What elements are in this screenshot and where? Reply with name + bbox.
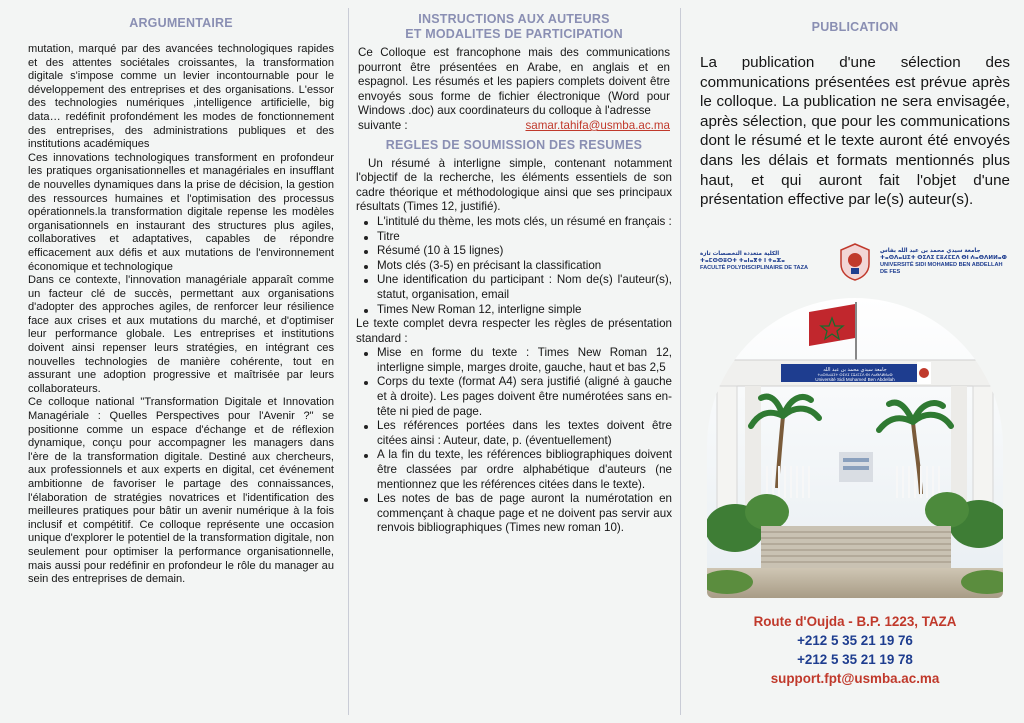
faculty-name-arabic: الكلية متعددة التخصصات تازة xyxy=(700,251,780,258)
resume-paragraph: Un résumé à interligne simple, contenant notamment l'objectif de la recherche, les éléments essentiels de son cadre théorique et méthodologique ainsi que ses principaux résultats (Times 12, justifié). xyxy=(356,156,672,214)
publication-text: La publication d'une sélection des communications présentées est prévue après le colloque. La publication ne sera envisagée, après sélection, que pour les communications dont le résumé et le texte auront été envoyés dans les délais et formats mentionnés plus haut, et qui auront fait l'objet d'une présentation effective par le(s) auteur(s). xyxy=(700,54,1010,209)
publication-heading: PUBLICATION xyxy=(811,20,899,34)
email-line xyxy=(356,119,672,134)
contact-address: Route d'Oujda - B.P. 1223, TAZA xyxy=(753,613,957,629)
faculty-name-french: FACULTÉ POLYDISCIPLINAIRE DE TAZA xyxy=(700,265,809,272)
university-entrance-illustration xyxy=(707,298,1003,598)
contact-phone: +212 5 35 21 19 76 xyxy=(797,632,913,648)
resume-list xyxy=(360,215,672,317)
list-item: Résumé (10 à 15 lignes) xyxy=(360,244,672,259)
argumentaire-paragraph: Ces innovations technologiques transforment en profondeur les pratiques organisationnelles et managériales en insufflant de nouvelles dynamiques dans la prise de décision, la gestion des ressources humaines et l'optimisation des processus opérationnels.la transformation digitale repense les modèles organisationnels en instaurant des structures plus agiles, collaboratives et adaptatives, capables de répondre efficacement aux défis et aux mutations de l'environnement économique et technologique xyxy=(28,151,334,273)
institution-logos xyxy=(700,240,1010,284)
list-item: Times New Roman 12, interligne simple xyxy=(360,303,672,318)
texte-paragraph: Le texte complet devra respecter les règles de présentation standard : xyxy=(356,317,672,345)
argumentaire-text xyxy=(28,43,334,587)
argumentaire-paragraph: Dans ce contexte, l'innovation managériale apparaît comme un facteur clé de succès, permettant aux organisations d'adopter des approches agiles, de renforcer leur résilience face aux crises et aux mutations du marché, et d'optimiser leur performance globale. Les entreprises et institutions doivent ainsi repenser leurs stratégies, en intégrant ces nouvelles technologies de manière cohérente, tout en assurant une adoption progressive et maîtrisée par leurs collaborateurs. xyxy=(28,274,334,395)
texte-list xyxy=(360,346,672,536)
instructions-heading-line1: INSTRUCTIONS AUX AUTEURS xyxy=(418,12,610,26)
argumentaire-paragraph: mutation, marqué par des avancées technologiques rapides et des attentes sociétales croissantes, la transformation digitale s'impose comme un levier incontournable pour le développement des entreprises et des organisations. L'essor des technologies numériques ,intelligence artificielle, big data… redéfinit profondément les modes de fonctionnement des entreprises, des administrations publiques et des institutions académiques xyxy=(28,43,334,151)
contact-block xyxy=(700,612,1010,688)
instructions-heading xyxy=(356,12,672,42)
faculty-logo-text xyxy=(700,251,830,272)
contact-email-link[interactable]: support.fpt@usmba.ac.ma xyxy=(770,670,940,686)
contact-phone: +212 5 35 21 19 78 xyxy=(797,651,913,667)
sign-text-tifinagh: ⵜⴰⵙⴷⴰⵡⵉⵜ ⵙⵉⴷⵉ ⵎⵓⵃⵎⵎⴷ ⴱⵏ ⵄⴰⴱⴷⵍⵍⴰⵀ xyxy=(817,372,893,377)
sign-text-arabic: جامعة سيدي محمد بن عبد الله xyxy=(823,366,887,373)
list-item: Les notes de bas de page auront la numérotation en commençant à chaque page et ne doivent pas servir aux renvois bibliographiques (Times new roman 10). xyxy=(360,492,672,536)
university-name-french: UNIVERSITÉ SIDI MOHAMED BEN ABDELLAH DE FES xyxy=(880,261,1003,275)
coordinator-email-link[interactable]: samar.tahifa@usmba.ac.ma xyxy=(525,118,670,132)
instructions-heading-line2: ET MODALITES DE PARTICIPATION xyxy=(405,27,623,41)
sign-text-french: Université Sidi Mohamed Ben Abdellah xyxy=(815,376,895,382)
publication-column xyxy=(680,0,1024,723)
list-item: Corps du texte (format A4) sera justifié (aligné à gauche et à droite). Les pages doivent être numérotées sans en-tête ni pied de page. xyxy=(360,375,672,419)
argumentaire-column xyxy=(0,0,348,723)
university-name-arabic: جامعة سيدي محمد بن عبد الله بفاس xyxy=(880,247,981,254)
instructions-column xyxy=(348,0,680,723)
university-emblem-icon xyxy=(838,242,872,282)
university-entrance-photo xyxy=(707,298,1003,598)
instructions-intro: Ce Colloque est francophone mais des communications pourront être présentées en Arabe, en anglais et en espagnol. Les résumés et les papiers complets doivent être envoyés sous forme de fichier électronique (Word pour Windows .doc) aux coordinateurs du colloque à l'adresse xyxy=(358,46,670,118)
list-item: A la fin du texte, les références bibliographiques doivent être classées par ordre alphabétique d'auteurs (ne mentionnez que les références citées dans le texte). xyxy=(360,448,672,492)
instructions-text xyxy=(356,46,672,536)
list-item: Mots clés (3-5) en précisant la classification xyxy=(360,259,672,274)
list-item: Une identification du participant : Nom de(s) l'auteur(s), statut, organisation, email xyxy=(360,273,672,302)
list-item: Les références portées dans les textes doivent être citées ainsi : Auteur, date, p. (éventuellement) xyxy=(360,419,672,448)
faculty-name-tifinagh: ⵜⴰⵎⵙⵙⵓⵔⵜ ⵜⴰⵏⴰⴳⵜ ⵏ ⵜⴰⵣⴰ xyxy=(700,258,785,265)
university-name-tifinagh: ⵜⴰⵙⴷⴰⵡⵉⵜ ⵙⵉⴷⵉ ⵎⵓⵃⵎⵎⴷ ⴱⵏ ⵄⴰⴱⴷⵍⵍⴰⵀ xyxy=(880,254,1007,261)
argumentaire-heading: ARGUMENTAIRE xyxy=(129,16,233,30)
list-item: Titre xyxy=(360,230,672,245)
list-item: Mise en forme du texte : Times New Roman 12, interligne simple, marges droite, gauche, haut et bas 2,5 xyxy=(360,346,672,375)
argumentaire-paragraph: Ce colloque national "Transformation Digitale et Innovation Managériale : Quelles Perspectives pour l'Avenir ?" se positionne comme un espace d'échange et de réflexion dynamique, conçu pour accompagner les managers dans l'ère de la transformation digitale. Destiné aux chercheurs, aux professionnels et aux experts en digital, cet événement ambitionne de favoriser le partage des connaissances, l'élaboration de stratégies novatrices et l'identification des meilleures pratiques pour bâtir un avenir numérique à la fois inclusif et compétitif. Ce colloque représente une occasion unique d'explorer le potentiel de la transformation digitale, non seulement pour optimiser la performance organisationnelle, mais aussi pour redéfinir en profondeur le rôle du manager au sein des entreprises de demain. xyxy=(28,396,334,586)
list-item: L'intitulé du thème, les mots clés, un résumé en français : xyxy=(360,215,672,230)
university-logo-text xyxy=(880,248,1010,276)
intro-tail: suivante : xyxy=(358,118,408,132)
rules-heading: REGLES DE SOUMISSION DES RESUMES xyxy=(385,137,643,152)
